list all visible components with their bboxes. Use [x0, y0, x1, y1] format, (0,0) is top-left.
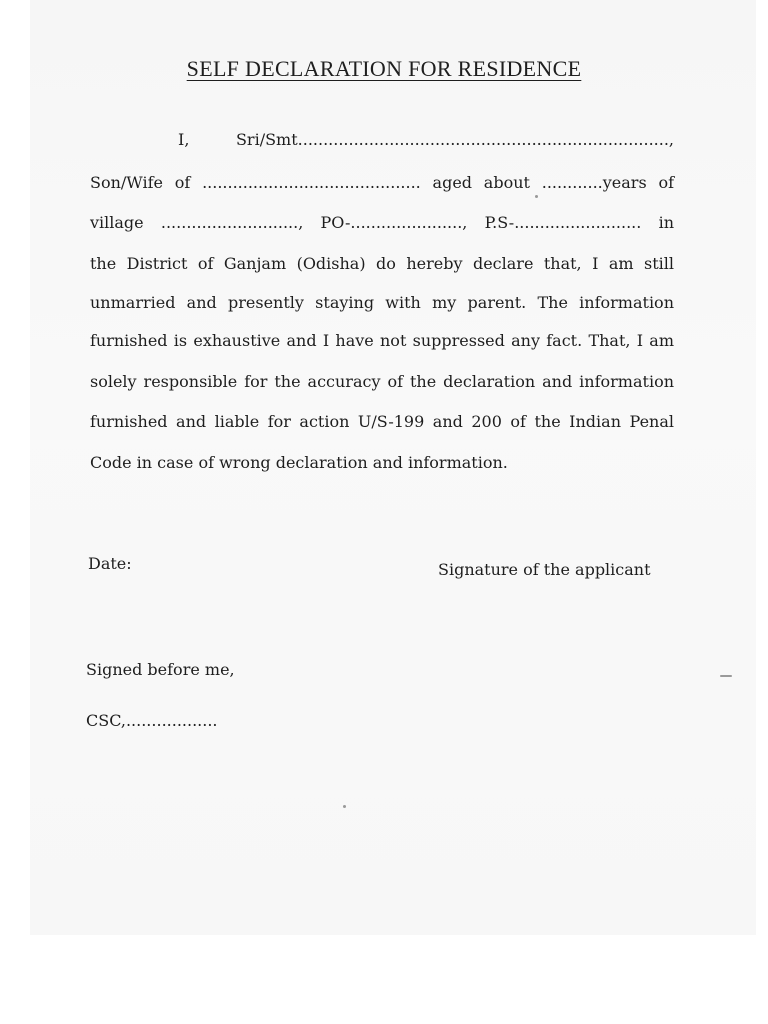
- date-label: Date:: [88, 554, 132, 573]
- document-title-text: SELF DECLARATION FOR RESIDENCE: [186, 56, 582, 81]
- scan-speck: [535, 195, 538, 198]
- scan-mark: [720, 675, 732, 677]
- relation-age-line: Son/Wife of ........................................... aged about ............years of: [90, 173, 674, 192]
- body-line-liable: furnished and liable for action U/S-199 and 200 of the Indian Penal: [90, 412, 674, 431]
- body-line-unmarried: unmarried and presently staying with my parent. The information: [90, 293, 674, 312]
- body-line-district: the District of Ganjam (Odisha) do hereby declare that, I am still: [90, 254, 674, 273]
- scan-speck: [343, 805, 346, 808]
- body-line-code: Code in case of wrong declaration and information.: [90, 453, 508, 472]
- signed-before-label: Signed before me,: [86, 660, 235, 679]
- body-line-exhaustive: furnished is exhaustive and I have not suppressed any fact. That, I am: [90, 331, 674, 350]
- document-title: [0, 56, 768, 82]
- csc-label: CSC,..................: [86, 711, 218, 730]
- applicant-signature-label: Signature of the applicant: [438, 560, 651, 579]
- address-line: village ..........................., PO-......................, P.S-......................... in: [90, 213, 674, 232]
- declarant-name-line: I, Sri/Smt.........................................................................,: [178, 130, 674, 149]
- body-line-responsible: solely responsible for the accuracy of the declaration and information: [90, 372, 674, 391]
